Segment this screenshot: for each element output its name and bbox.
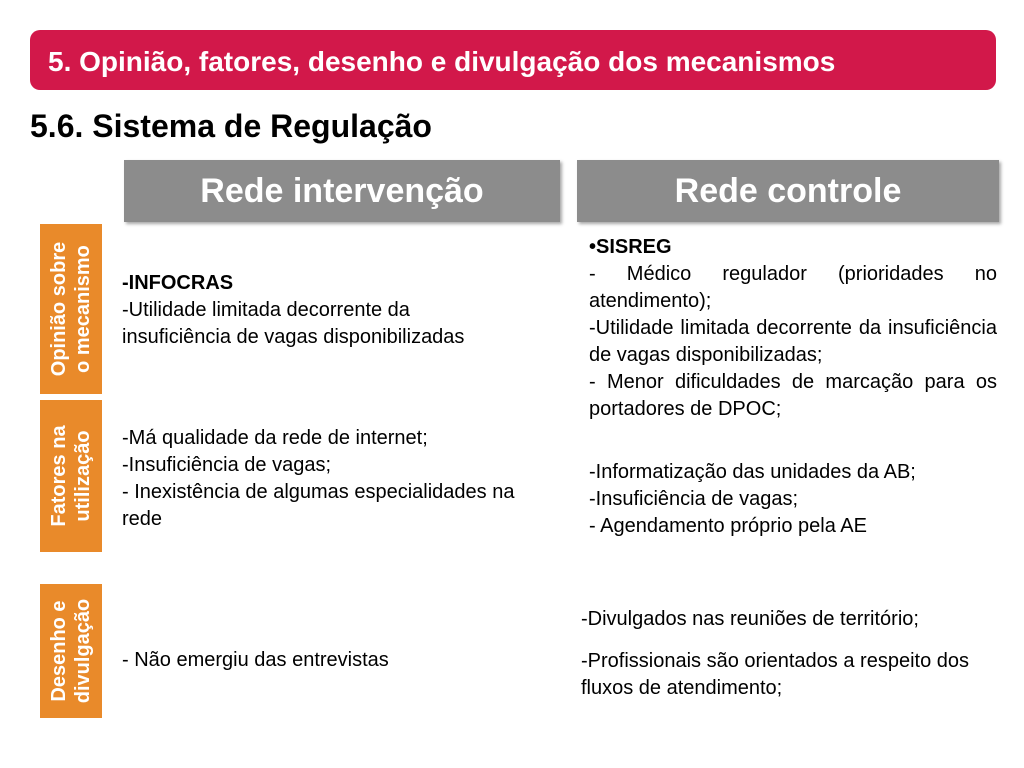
cell-line: -Insuficiência de vagas; [122, 454, 332, 476]
cell-line: - Médico regulador (prioridades no atendimento); [589, 263, 997, 312]
cell-line: - Não emergiu das entrevistas [122, 649, 389, 671]
cell-opiniao-intervencao [122, 270, 522, 351]
banner-title: 5. Opinião, fatores, desenho e divulgação dos mecanismos [48, 46, 836, 77]
cell-line: -Má qualidade da rede de internet; [122, 427, 428, 449]
cell-desenho-controle [581, 606, 991, 702]
page-subtitle: 5.6. Sistema de Regulação [30, 108, 432, 144]
row-label-line: utilização [72, 430, 94, 522]
cell-line: - Menor dificuldades de marcação para os portadores de DPOC; [589, 371, 997, 420]
cell-line: -Utilidade limitada decorrente da insuficiência de vagas disponibilizadas; [589, 317, 997, 366]
cell-line: - Agendamento próprio pela AE [589, 515, 867, 537]
cell-line: -Divulgados nas reuniões de território; [581, 608, 919, 630]
cell-line: -Insuficiência de vagas; [589, 488, 799, 510]
row-label-opiniao [40, 224, 102, 394]
row-label-line: Fatores na [48, 425, 70, 527]
cell-line: -INFOCRAS [122, 272, 234, 294]
row-label-desenho [40, 584, 102, 718]
row-label-line: o mecanismo [72, 245, 94, 373]
row-label-line: Opinião sobre [48, 241, 70, 377]
row-label-line: Desenho e [48, 600, 70, 702]
cell-line: -Informatização das unidades da AB; [589, 461, 916, 483]
row-label-fatores [40, 400, 102, 552]
cell-line: -Utilidade limitada decorrente da insuficiência de vagas disponibilizadas [122, 299, 465, 348]
cell-line: - Inexistência de algumas especialidades na rede [122, 481, 515, 530]
cell-desenho-intervencao [122, 647, 542, 674]
cell-fatores-intervencao [122, 425, 547, 533]
section-banner [30, 30, 996, 90]
row-label-line: divulgação [72, 598, 94, 704]
cell-line: -Profissionais são orientados a respeito dos fluxos de atendimento; [581, 650, 969, 699]
column-header-controle: Rede controle [577, 160, 999, 222]
cell-line: •SISREG [589, 236, 672, 258]
cell-fatores-controle [589, 459, 997, 540]
cell-opiniao-controle [589, 234, 997, 423]
column-header-intervencao: Rede intervenção [124, 160, 560, 222]
